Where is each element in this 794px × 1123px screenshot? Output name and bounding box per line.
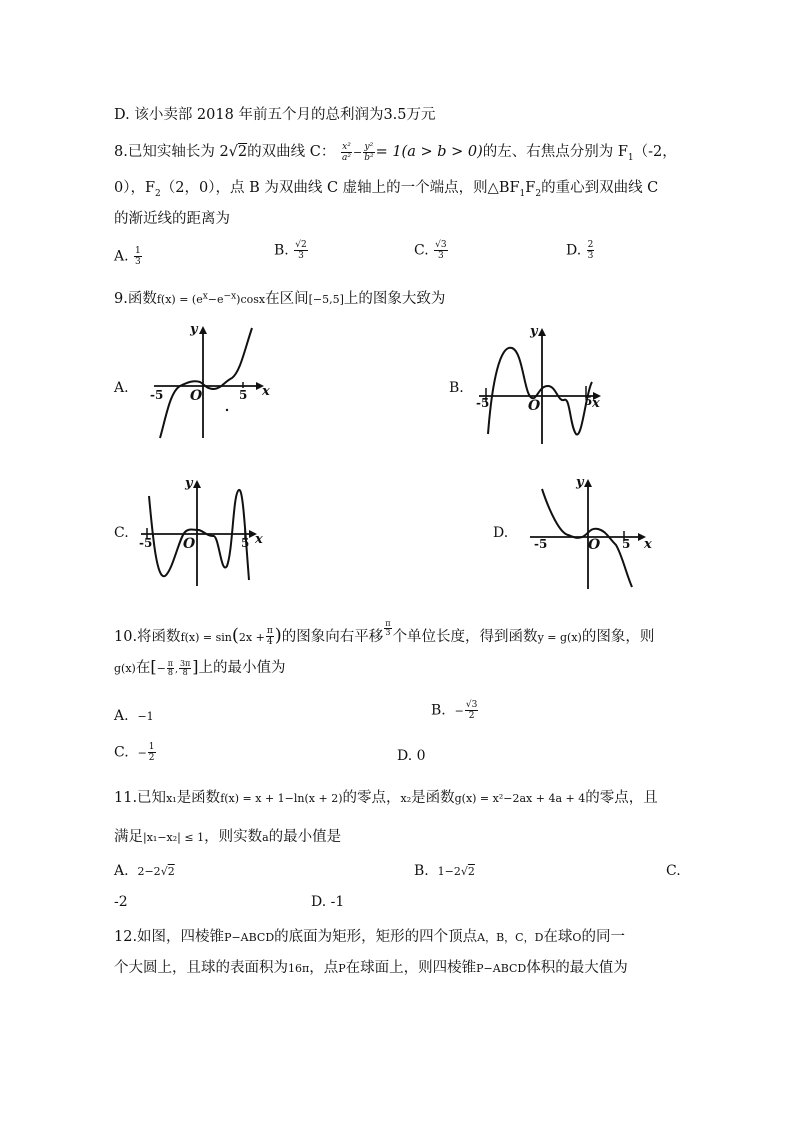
q8-frac-y: $\frac{\text{y²}}{\text{b²}}$: [364, 141, 374, 163]
q9-graph-b[interactable]: [474, 322, 614, 447]
q8-option-d[interactable]: D. $\frac{2}{3}$: [566, 240, 594, 261]
q8-option-c[interactable]: C. $\frac{√3}{3}$: [414, 240, 447, 261]
q9c-y-label: y: [185, 476, 193, 491]
q9-option-d-label[interactable]: D.: [493, 525, 509, 541]
q9a-pos5: 5: [239, 388, 248, 402]
q8-line-2: 0），$F_2(2$，0），点 B 为双曲线 C 虚轴上的一个端点，则$\triangle BF_1F_2$的重心到双曲线 C: [114, 180, 659, 199]
q9a-x-label: x: [262, 384, 270, 399]
q9a-y-label: y: [190, 322, 198, 337]
statement-d-line: D. 该小卖部 2018 年前五个月的总利润为3.5万元: [114, 107, 436, 123]
q10-option-a[interactable]: A. −1: [114, 708, 154, 724]
q9c-origin: O: [183, 536, 196, 552]
q9a-origin: O: [190, 388, 203, 404]
q8-sqrt: √2: [228, 144, 248, 160]
q10-option-c[interactable]: C. − $\frac{1}{2}$: [114, 742, 155, 763]
q9b-pos5: 5: [584, 394, 593, 408]
q9b-x-label: x: [592, 396, 600, 411]
q9-option-c-label[interactable]: C.: [114, 525, 129, 541]
q8-line-1: 8.已知实轴长为 2√2的双曲线 C： $\frac{\text{x²}}{\text{a²}}$ − $\frac{\text{y²}}{\text{b²}}$ = 1(a > b > 0)的左、右焦点分别为 $F_1(-2$，: [114, 141, 677, 163]
q9-graph-a[interactable]: [142, 322, 277, 442]
q10-option-d[interactable]: D. 0: [397, 748, 426, 764]
q8-frac-x: $\frac{\text{x²}}{\text{a²}}$: [341, 141, 351, 163]
q8-option-a[interactable]: A. $\frac{1}{3}$: [114, 246, 141, 267]
q11-option-c-label[interactable]: C.: [666, 863, 681, 879]
q10-line-1: 10.将函数f(x) = sin(2x + $\frac{\pi}{4}$ )的图象向右平移 $\frac{\pi}{3}$ 个单位长度，得到函数y = g(x)的图象，则: [114, 619, 655, 648]
q12-line-1: 12.如图，四棱锥P−ABCD的底面为矩形，矩形的四个顶点A，B，C，D在球O的同一: [114, 929, 625, 945]
q9d-origin: O: [588, 537, 601, 553]
q9d-pos5: 5: [622, 537, 631, 551]
q9c-pos5: 5: [241, 536, 250, 550]
q9b-neg5: -5: [476, 396, 490, 410]
q12-line-2: 个大圆上，且球的表面积为16π，点P在球面上，则四棱锥P−ABCD体积的最大值为: [114, 960, 628, 976]
q8-text-a: 8.已知实轴长为 2: [114, 144, 229, 160]
q11-line-2: 满足|x₁−x₂| ≤ 1，则实数a的最小值是: [114, 829, 342, 845]
q8-eq-rest: = 1(a > b > 0): [375, 144, 483, 160]
q9c-x-label: x: [255, 532, 263, 547]
q9d-y-label: y: [576, 475, 584, 490]
q9a-neg5: -5: [150, 388, 164, 402]
q9-line: 9.函数$f(x) = (e^x-e^{-x})\cos x$在区间[−5,5]上的图象大致为: [114, 291, 446, 307]
q8-text-c: 的左、右焦点分别为 F: [482, 144, 628, 160]
q9-graph-d[interactable]: [526, 473, 661, 593]
q11-line-1: 11.已知x₁是函数f(x) = x + 1−ln(x + 2)的零点，x₂是函数g(x) = x²−2ax + 4a + 4的零点，且: [114, 790, 658, 806]
q9c-neg5: -5: [139, 536, 153, 550]
q10-option-b[interactable]: B. − $\frac{√3}{2}$: [431, 700, 478, 721]
q9-expr: $f(x) = (e^x-e^{-x})\cos x$: [156, 291, 266, 306]
q11-option-a[interactable]: A. 2−2√2: [114, 863, 175, 879]
q9b-origin: O: [528, 398, 541, 414]
q9d-x-label: x: [644, 537, 652, 552]
q10-line-2: g(x)在[− $\frac{\pi}{8}$ , $\frac{3\pi}{8}$ ]上的最小值为: [114, 657, 286, 677]
q8-option-b[interactable]: B. $\frac{√2}{3}$: [274, 240, 307, 261]
q11-option-c-value: -2: [114, 894, 128, 910]
q9-graph-c[interactable]: [135, 470, 270, 590]
q9-option-a-label[interactable]: A.: [114, 380, 129, 396]
q9b-y-label: y: [530, 324, 538, 339]
q11-option-b[interactable]: B. 1−2√2: [414, 863, 475, 879]
q8-text-d: （-2，: [633, 144, 677, 160]
q9d-neg5: -5: [534, 537, 548, 551]
q8-line-3: 的渐近线的距离为: [114, 211, 230, 227]
q9-option-b-label[interactable]: B.: [449, 380, 464, 396]
q11-option-d[interactable]: D. -1: [311, 894, 345, 910]
q8-text-b: 的双曲线 C：: [247, 144, 336, 160]
